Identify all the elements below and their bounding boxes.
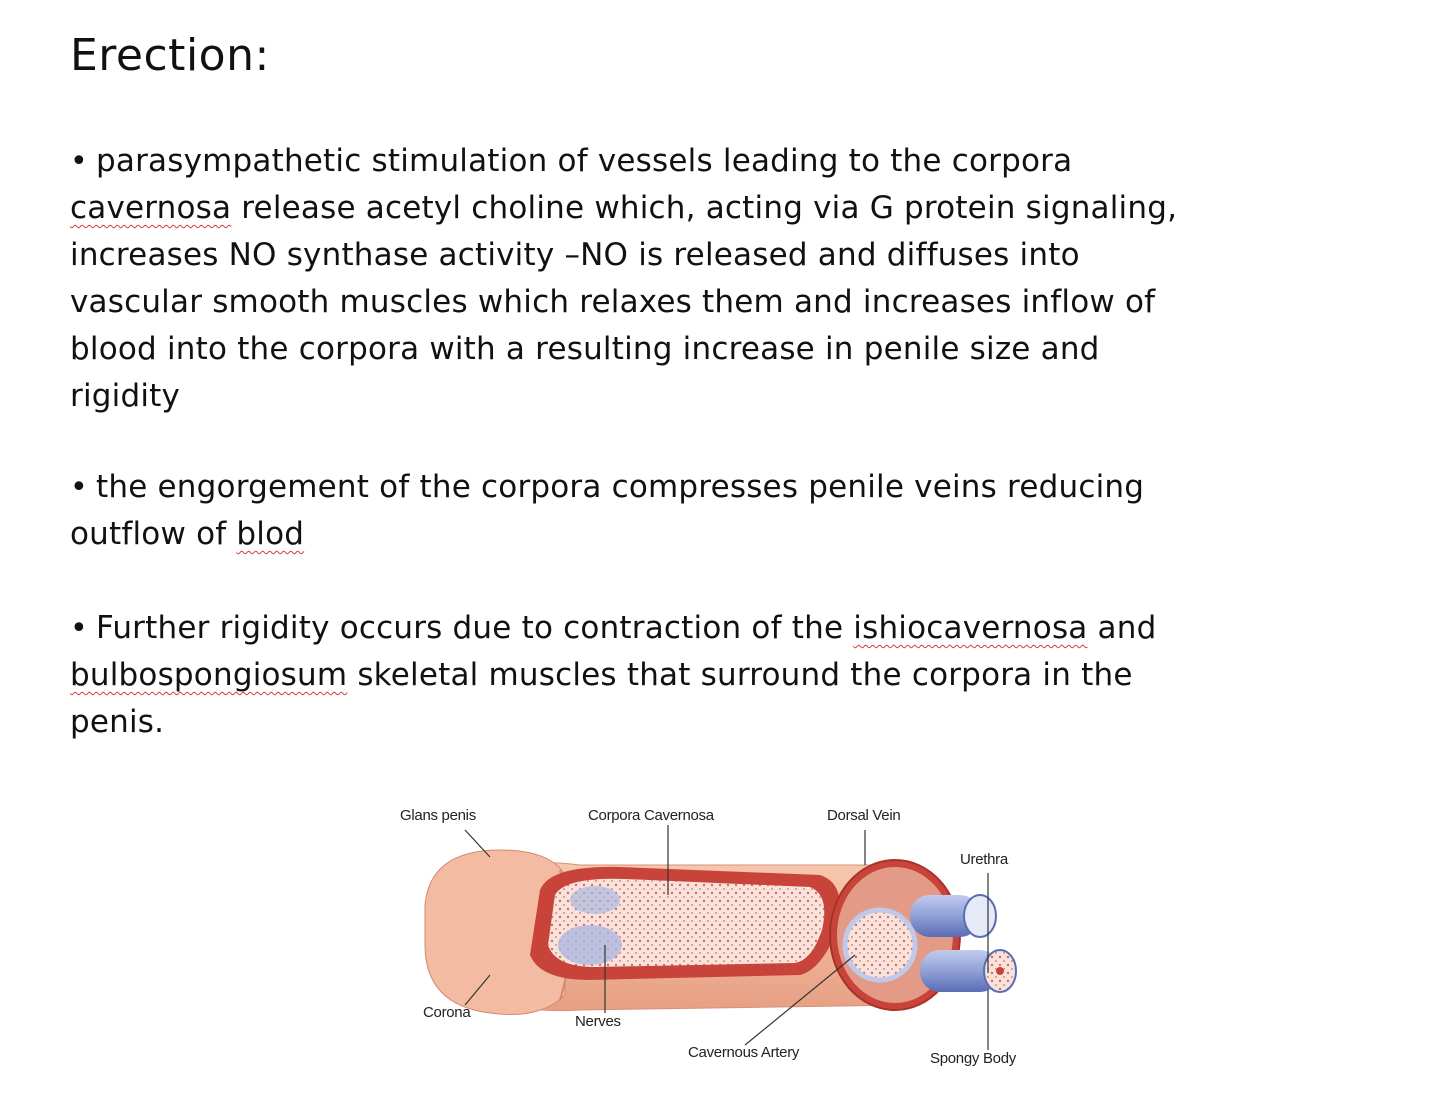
label-spongy-body: Spongy Body <box>930 1050 1016 1067</box>
label-glans-penis: Glans penis <box>400 807 476 824</box>
bullet-paragraph-3 <box>70 605 1330 746</box>
paragraph-line: cavernosa release acetyl choline which, acting via G protein signaling, <box>70 190 1178 226</box>
paragraph-line: increases NO synthase activity –NO is released and diffuses into <box>70 237 1080 273</box>
misspelled-word: cavernosa <box>70 190 232 226</box>
corpus-cavernosum-section <box>845 910 915 980</box>
label-corona: Corona <box>423 1004 471 1021</box>
label-nerves: Nerves <box>575 1013 621 1030</box>
paragraph-line: blood into the corpora with a resulting increase in penile size and <box>70 331 1100 367</box>
paragraph-line: • Further rigidity occurs due to contraction of the ishiocavernosa and <box>70 605 1330 652</box>
label-urethra: Urethra <box>960 851 1008 868</box>
page-title: Erection: <box>70 30 270 81</box>
bullet-paragraph-2 <box>70 464 1330 558</box>
misspelled-word: ishiocavernosa <box>853 610 1088 646</box>
paragraph-line: outflow of blod <box>70 516 305 552</box>
paragraph-line: • the engorgement of the corpora compresses penile veins reducing <box>70 464 1330 511</box>
bullet-paragraph-1 <box>70 138 1330 420</box>
paragraph-line: rigidity <box>70 378 181 414</box>
paragraph-line: vascular smooth muscles which relaxes them and increases inflow of <box>70 284 1156 320</box>
misspelled-word: blod <box>236 516 305 552</box>
spongy-body-tissue <box>558 925 622 965</box>
paragraph-line: penis. <box>70 704 165 740</box>
label-cavernous-artery: Cavernous Artery <box>688 1044 800 1061</box>
label-corpora-cavernosa: Corpora Cavernosa <box>588 807 714 824</box>
misspelled-word: bulbospongiosum <box>70 657 348 693</box>
paragraph-line: • parasympathetic stimulation of vessels leading to the corpora <box>70 138 1330 185</box>
label-dorsal-vein: Dorsal Vein <box>827 807 901 824</box>
anatomy-illustration <box>390 795 1060 1085</box>
urethra-opening <box>996 967 1004 975</box>
bullet-icon: • <box>70 144 88 179</box>
bullet-icon: • <box>70 611 88 646</box>
bullet-icon: • <box>70 470 88 505</box>
penis-anatomy-diagram <box>390 795 1060 1085</box>
paragraph-line: bulbospongiosum skeletal muscles that surround the corpora in the <box>70 657 1133 693</box>
